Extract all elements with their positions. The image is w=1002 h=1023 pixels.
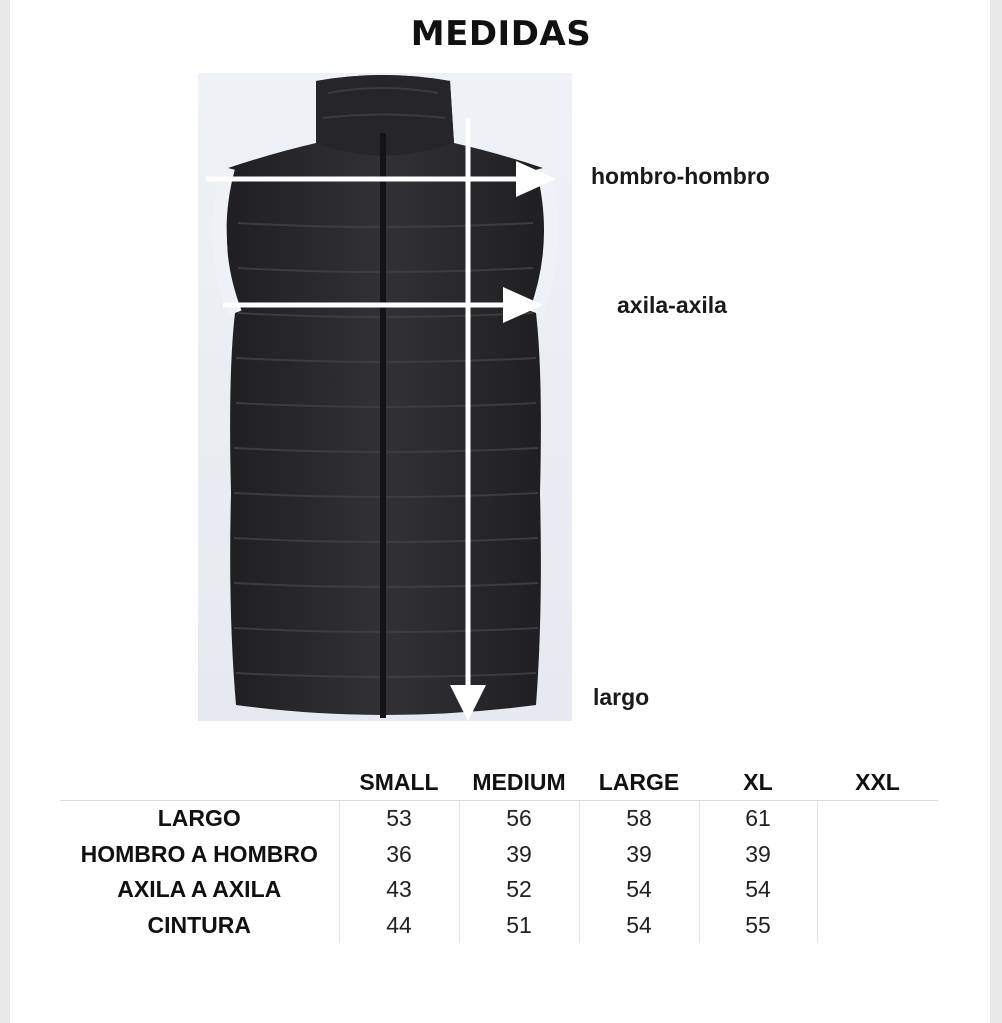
table-row (60, 872, 938, 908)
table-cell (817, 801, 938, 837)
row-label: CINTURA (60, 908, 339, 944)
header-medium: MEDIUM (459, 764, 579, 801)
row-label: AXILA A AXILA (60, 872, 339, 908)
size-table (60, 764, 938, 943)
table-cell: 55 (699, 908, 817, 944)
header-xxl: XXL (817, 764, 938, 801)
table-cell: 54 (579, 872, 699, 908)
table-cell: 39 (699, 837, 817, 873)
table-row (60, 801, 938, 837)
table-cell (817, 837, 938, 873)
table-cell: 51 (459, 908, 579, 944)
black-puffer-vest-icon (198, 73, 572, 721)
table-cell: 36 (339, 837, 459, 873)
table-cell: 39 (459, 837, 579, 873)
product-image (198, 73, 572, 721)
row-label: HOMBRO A HOMBRO (60, 837, 339, 873)
table-cell: 61 (699, 801, 817, 837)
table-cell: 56 (459, 801, 579, 837)
table-cell: 54 (579, 908, 699, 944)
table-cell: 44 (339, 908, 459, 944)
table-cell: 52 (459, 872, 579, 908)
table-cell: 39 (579, 837, 699, 873)
page-title: MEDIDAS (410, 14, 592, 54)
table-cell: 53 (339, 801, 459, 837)
table-row (60, 837, 938, 873)
label-hombro-hombro: hombro-hombro (591, 163, 770, 189)
table-cell (817, 872, 938, 908)
table-header-row (60, 764, 938, 801)
label-axila-axila: axila-axila (617, 292, 727, 318)
table-cell: 43 (339, 872, 459, 908)
table-cell (817, 908, 938, 944)
table-cell: 58 (579, 801, 699, 837)
row-label: LARGO (60, 801, 339, 837)
header-xl: XL (699, 764, 817, 801)
table-row (60, 908, 938, 944)
header-large: LARGE (579, 764, 699, 801)
table-cell: 54 (699, 872, 817, 908)
header-small: SMALL (339, 764, 459, 801)
label-largo: largo (593, 684, 650, 710)
header-empty (60, 764, 339, 801)
